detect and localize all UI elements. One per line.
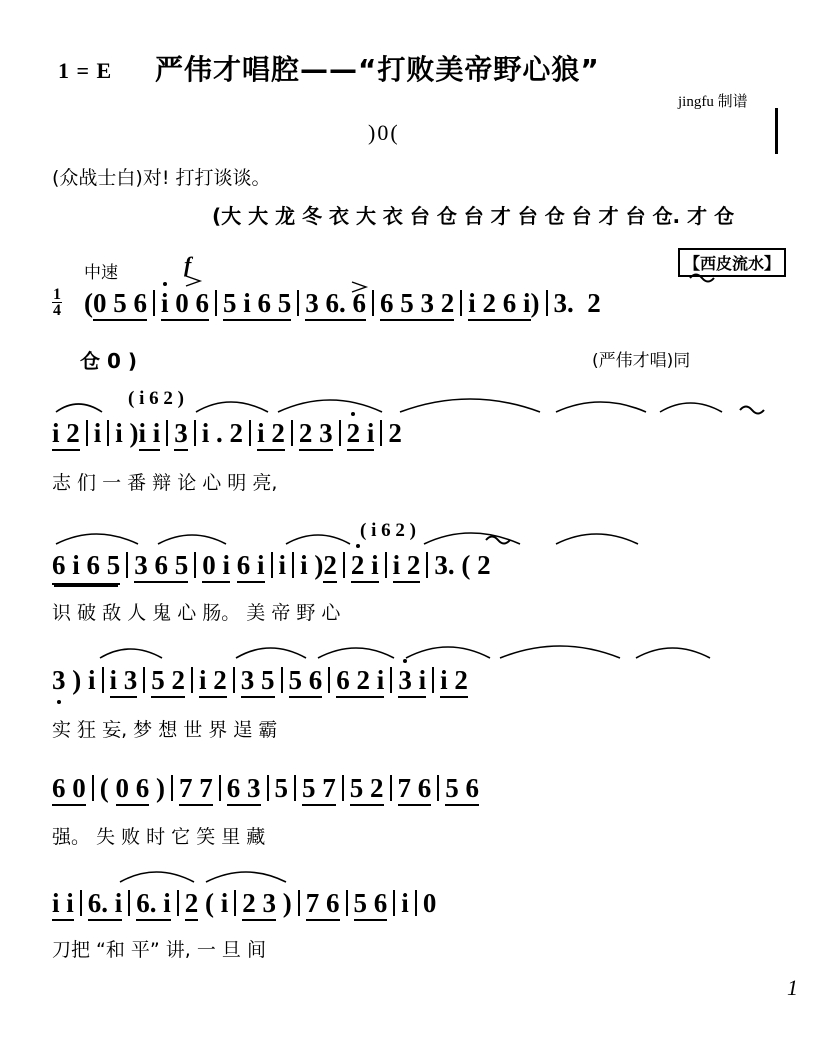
repeat-mark: )0( [368,120,400,145]
percussion-line: (大 大 龙 冬 衣 大 衣 台 仓 台 才 台 仓 台 才 台 仓. 才 仓 [212,204,735,228]
percussion-continue: 仓 0 ) [80,349,137,373]
time-signature [52,287,62,318]
tempo-marking: 中速 [84,263,118,283]
grace-note-group: ( i 6 2 ) [360,520,416,541]
lyric-line: 实 狂 妄, 梦 想 世 界 逞 霸 [52,719,278,741]
lyric-line: 强。 失 败 时 它 笑 里 藏 [52,826,266,848]
spoken-line: (众战士白)对! 打打谈谈。 [52,167,271,189]
note-sequence: i 2 i i )i i 3 i . 2 i 2 2 3 2 i 2 [52,418,402,449]
key-signature: 1 = E [58,58,113,83]
note-sequence: i i 6. i 6. i 2 ( i 2 3 ) 7 6 5 6 i 0 [52,888,436,919]
page-title: 严伟才唱腔——“打败美帝野心狼” [155,53,600,86]
note-sequence: 6 0 ( 0 6 ) 7 7 6 3 5 5 7 5 2 7 6 5 6 [52,773,479,804]
lyric-line: 刀把 “和 平” 讲, 一 旦 间 [52,939,266,961]
byline: jingfu 制谱 [678,94,748,110]
grace-note-group: ( i 6 2 ) [128,388,184,409]
lyric-line: 识 破 敌 人 鬼 心 肠。 美 帝 野 心 [52,602,341,624]
lyric-line: 志 们 一 番 辩 论 心 明 亮, [52,472,278,494]
note-sequence: 6 i 6 5 3 6 5 0 i 6 i i i )2 2 i i 2 3. ( 2 [52,550,491,581]
note-sequence: 3 ) i i 3 5 2 i 2 3 5 5 6 6 2 i 3 i i 2 [52,665,468,696]
style-box: 【西皮流水】 [678,248,786,277]
singer-cue: (严伟才唱)同 [592,351,691,371]
right-margin-bar [775,108,778,154]
time-signature-numerator: 1 [53,286,61,303]
page-number: 1 [787,975,798,1000]
time-signature-denominator: 4 [53,302,61,320]
dynamic-marking: f [184,252,192,277]
note-sequence: (0 5 6 i 0 6 5 i 6 5 3 6. 6 6 5 3 2 i 2 6 i) 3. 2 [84,288,601,319]
